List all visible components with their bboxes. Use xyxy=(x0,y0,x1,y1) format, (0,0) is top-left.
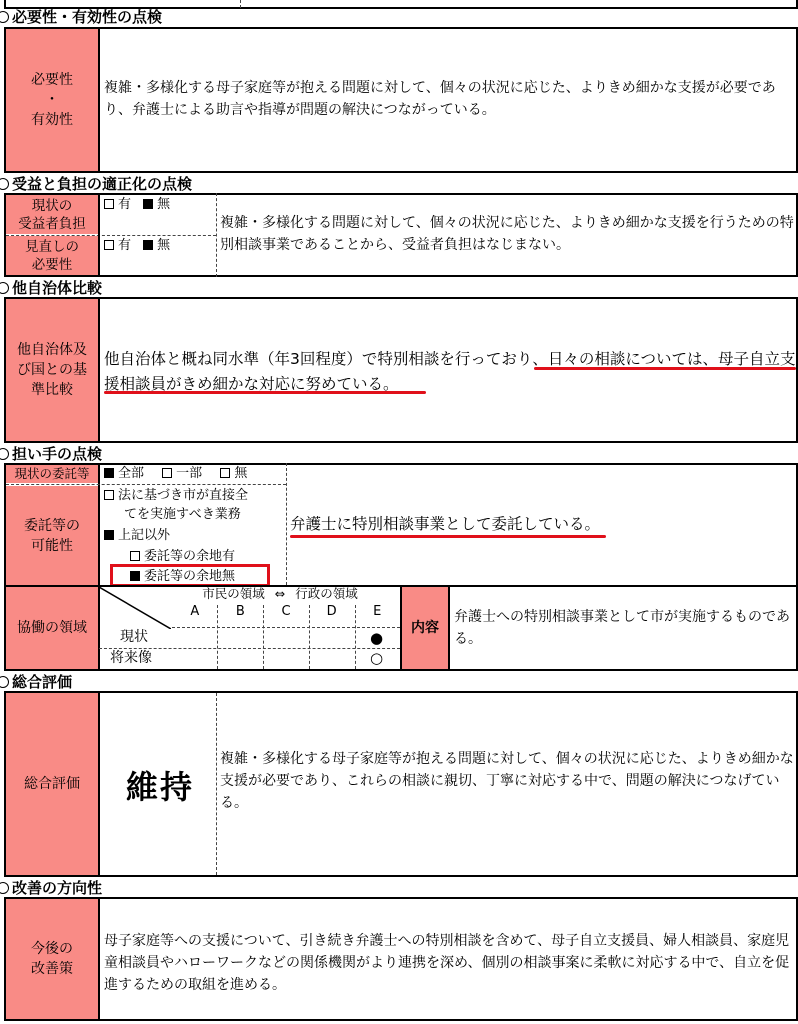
section-title-overall: 総合評価 xyxy=(4,673,72,691)
col-d: D xyxy=(326,604,337,619)
divider xyxy=(98,897,100,1021)
divider xyxy=(309,605,310,669)
divider xyxy=(98,463,100,585)
coop-row-future-label: 将来像 xyxy=(110,650,152,666)
burden-label-review: 見直しの 必要性 xyxy=(6,236,98,275)
overall-label: 総合評価 xyxy=(6,693,98,875)
divider xyxy=(355,605,356,669)
compare-text: 他自治体と概ね同水準（年3回程度）で特別相談を行っており、日々の相談については、母子自立支援相談員がきめ細かな対応に努めている。 xyxy=(104,350,796,393)
section-title-burden: 受益と負担の適正化の点検 xyxy=(4,175,192,193)
col-c: C xyxy=(281,604,291,619)
bearer-other-option: 上記以外 xyxy=(104,527,170,545)
burden-current-options: 有 無 xyxy=(104,196,170,214)
section-title-improve: 改善の方向性 xyxy=(4,879,102,897)
checkbox-yes[interactable] xyxy=(104,199,114,209)
checkbox-other[interactable] xyxy=(104,530,114,540)
bearer-law-option-line2: てを実施すべき業務 xyxy=(124,507,241,522)
bullet-icon xyxy=(0,676,9,688)
bearer-law-option: 法に基づき市が直接全 xyxy=(104,487,248,505)
col-e: E xyxy=(373,604,382,619)
coop-now-mark: ● xyxy=(370,629,384,647)
coop-scale-header: 市民の領域 ⇔ 行政の領域 xyxy=(202,586,358,601)
divider xyxy=(98,297,100,443)
bearer-coop-label: 協働の領域 xyxy=(6,587,98,669)
divider xyxy=(217,605,218,669)
burden-review-options: 有 無 xyxy=(104,237,170,255)
coop-future-mark: ○ xyxy=(370,649,384,667)
bullet-icon xyxy=(0,882,9,894)
bearer-content-label: 内容 xyxy=(402,587,448,669)
bullet-icon xyxy=(0,11,9,23)
burden-text: 複雑・多様化する問題に対して、個々の状況に応じた、よりきめ細かな支援を行うための特別相談事業であることから、受益者負担はなじまない。 xyxy=(220,215,794,253)
overall-verdict: 維持 xyxy=(126,768,195,806)
bearer-status-options: 全部 一部 無 xyxy=(104,465,247,483)
bullet-icon xyxy=(0,448,9,460)
divider xyxy=(286,463,287,585)
divider xyxy=(98,193,100,277)
col-a: A xyxy=(190,604,200,619)
divider xyxy=(6,484,286,485)
checkbox-room-yes[interactable] xyxy=(130,551,140,561)
divider xyxy=(6,235,216,236)
divider xyxy=(263,605,264,669)
checkbox-all[interactable] xyxy=(104,468,114,478)
necessity-text: 複雑・多様化する母子家庭等が抱える問題に対して、個々の状況に応じた、よりきめ細かな支援が必要であり、弁護士による助言や指導が問題の解決につながっている。 xyxy=(104,80,776,118)
divider xyxy=(216,193,217,277)
checkbox-no[interactable] xyxy=(143,240,153,250)
divider xyxy=(216,693,217,875)
burden-label-current: 現状の 受益者負担 xyxy=(6,195,98,234)
col-b: B xyxy=(235,604,245,619)
bearer-consign-label: 委託等の 可能性 xyxy=(6,486,98,585)
highlight-underline xyxy=(104,391,426,394)
highlight-box xyxy=(110,564,270,587)
divider xyxy=(448,585,450,671)
divider xyxy=(172,627,400,628)
section-title-necessity: 必要性・有効性の点検 xyxy=(4,8,162,26)
bearer-sub-option-yes: 委託等の余地有 xyxy=(130,548,235,566)
necessity-label: 必要性 ・ 有効性 xyxy=(6,29,98,171)
bearer-sub-option-no: 委託等の余地無 xyxy=(130,568,235,586)
bullet-icon xyxy=(0,282,9,294)
coop-columns xyxy=(172,604,400,624)
section-title-compare: 他自治体比較 xyxy=(4,279,102,297)
checkbox-law[interactable] xyxy=(104,490,114,500)
bearer-consign-text: 弁護士に特別相談事業として委託している。 xyxy=(290,515,601,533)
bearer-content-text: 弁護士への特別相談事業として市が実施するものである。 xyxy=(454,609,790,647)
divider xyxy=(98,691,100,877)
checkbox-none[interactable] xyxy=(220,468,230,478)
coop-row-now-label: 現状 xyxy=(120,629,148,645)
divider xyxy=(98,27,100,173)
compare-label: 他自治体及 び国との基 準比較 xyxy=(6,299,98,441)
bullet-icon xyxy=(0,178,9,190)
checkbox-no[interactable] xyxy=(143,199,153,209)
highlight-underline xyxy=(534,367,796,370)
highlight-underline xyxy=(290,535,606,538)
checkbox-yes[interactable] xyxy=(104,240,114,250)
improve-text: 母子家庭等への支援について、引き続き弁護士への特別相談を含めて、母子自立支援員、婦人相談員、家庭児童相談員やハローワークなどの関係機関がより連携を深め、個別の相談事案に柔軟に対応する中で、自立を促進するための取組を進める。 xyxy=(104,933,790,993)
section-title-bearer: 担い手の点検 xyxy=(4,445,102,463)
improve-label: 今後の 改善策 xyxy=(6,899,98,1019)
bearer-status-label: 現状の委託等 xyxy=(6,465,98,483)
prev-table-divider xyxy=(240,0,241,8)
overall-text: 複雑・多様化する母子家庭等が抱える問題に対して、個々の状況に応じた、よりきめ細かな支援が必要であり、これらの相談に親切、丁寧に対応する中で、問題の解決につなげている。 xyxy=(220,751,794,811)
checkbox-partial[interactable] xyxy=(162,468,172,478)
